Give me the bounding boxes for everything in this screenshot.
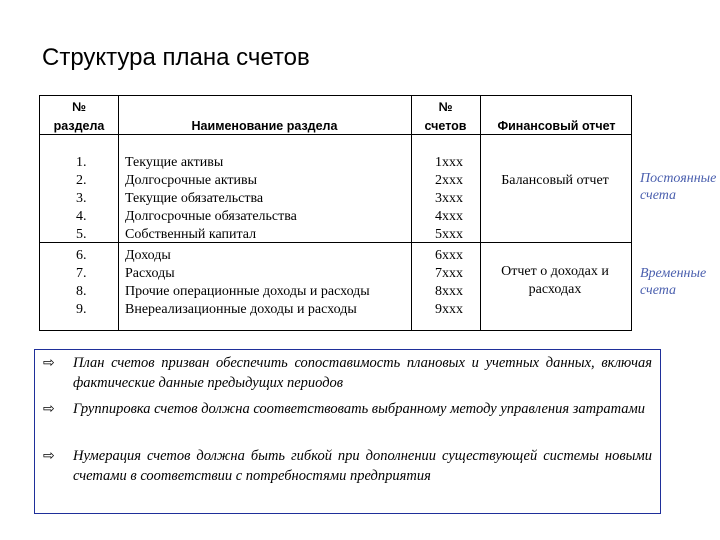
notes-box: [34, 349, 661, 514]
row-codes-group2: 6xxx 7xxx 8xxx 9xxx: [435, 248, 463, 317]
row-numbers-group1: 1. 2. 3. 4. 5.: [76, 155, 87, 242]
chart-of-accounts-table: [39, 95, 632, 331]
header-number: № раздела: [53, 100, 105, 133]
permanent-accounts-label: Постоянные счета: [640, 171, 717, 203]
report-income-statement: Отчет о доходах и расходах: [501, 264, 609, 297]
temporary-accounts-label: Временные счета: [640, 266, 707, 298]
hollow-right-arrow-icon: ⇨: [43, 401, 55, 417]
note-item: ⇨ Группировка счетов должна соответствовать выбранному методу управления затратами: [43, 401, 646, 417]
row-names-group1: Текущие активы Долгосрочные активы Текущие обязательства Долгосрочные обязательства Собственный капитал: [125, 155, 297, 242]
header-name: Наименование раздела: [191, 119, 338, 133]
hollow-right-arrow-icon: ⇨: [43, 448, 55, 464]
hollow-right-arrow-icon: ⇨: [43, 355, 55, 371]
row-codes-group1: 1xxx 2xxx 3xxx 4xxx 5xxx: [435, 155, 463, 242]
note-item: ⇨ План счетов призван обеспечить сопоставимость плановых и учетных данных, включая фактические данные предыдущих периодов: [43, 355, 652, 391]
header-code: № счетов: [424, 100, 467, 133]
row-numbers-group2: 6. 7. 8. 9.: [76, 248, 87, 317]
page-title: Структура плана счетов: [42, 44, 310, 71]
row-names-group2: Доходы Расходы Прочие операционные доходы и расходы Внереализационные доходы и расходы: [125, 248, 370, 317]
report-balance-sheet: Балансовый отчет: [501, 173, 609, 188]
header-report: Финансовый отчет: [497, 119, 616, 133]
note-item: ⇨ Нумерация счетов должна быть гибкой при дополнении существующей системы новыми счетами в соответствии с потребностями предприятия: [43, 448, 652, 484]
